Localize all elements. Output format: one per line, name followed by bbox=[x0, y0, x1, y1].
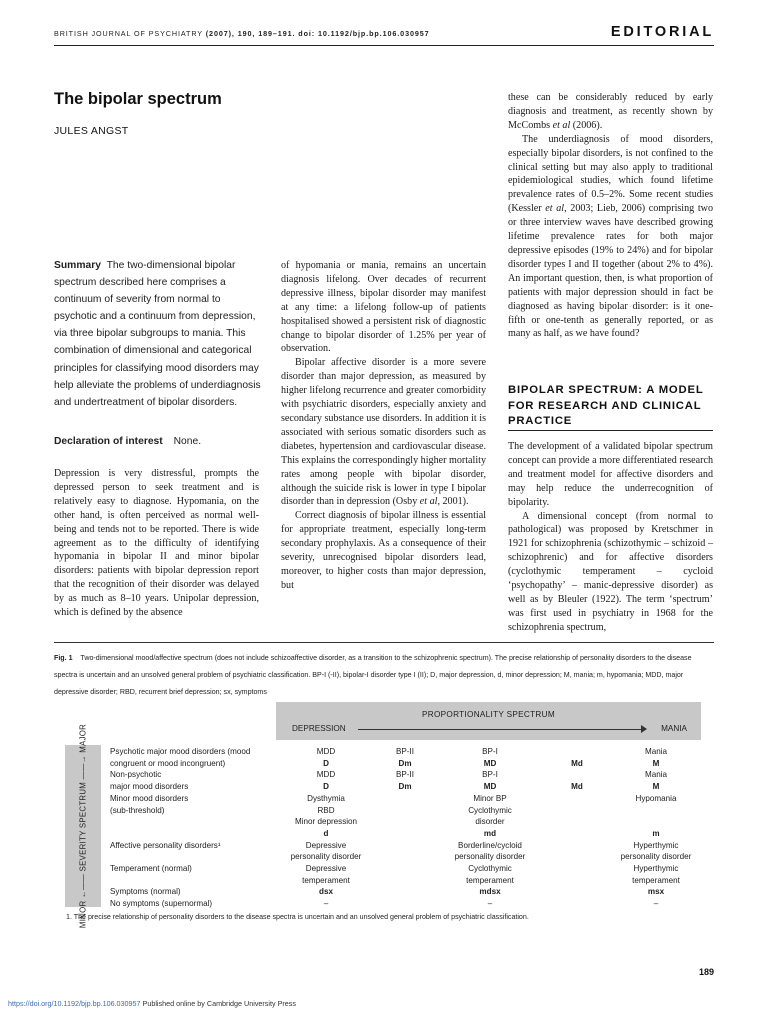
arrow-right-icon bbox=[641, 725, 647, 733]
figure-row bbox=[0, 828, 768, 839]
figure-cell-bp2: Dm bbox=[398, 758, 412, 768]
figure-cell-dep: Depressive bbox=[305, 864, 347, 873]
body-column-1 bbox=[54, 467, 259, 620]
figure-row bbox=[0, 886, 768, 897]
journal-name: BRITISH JOURNAL OF PSYCHIATRY bbox=[54, 29, 203, 38]
figure-row-label: Temperament (normal) bbox=[110, 864, 192, 873]
figure-cell-dep: RBD bbox=[317, 805, 335, 815]
figure-row bbox=[0, 840, 768, 851]
figure-cell-dep: – bbox=[323, 899, 329, 909]
figure-caption-text: Two-dimensional mood/affective spectrum (does not include schizoaffective disorder, as a transition to the schizophrenic spectrum). The precise relationship of personality disorders to the disease spectra is uncertain and an unsolved general problem of psychiatric classification. BP-I (-II), bipolar-I disorder type I (II); D, major depression, d, minor depression; M, mania; m, hypomania; MDD, major depressive disorder; RBD, recurrent brief depression; sx, symptoms bbox=[54, 654, 692, 696]
paragraph: Depression is very distressful, prompts the depressed person to seek treatment and is relatively easy to diagnose. Hypomania, on the other hand, is often perceived as normal well-being and tends not to be reported. There is wide agreement as to the difficulty of identifying hypomania in bipolar II and minor bipolar disorders: patients with bipolar depression report that the recognition of their disorder was delayed by as much as 8–10 years. Unipolar depression, which is defined by the absence bbox=[54, 468, 259, 619]
depression-label: DEPRESSION bbox=[292, 724, 346, 733]
figure-footnote: 1. The precise relationship of personality disorders to the disease spectra is uncertain and an unsolved general problem of psychiatric classification. bbox=[66, 913, 529, 921]
body-column-3-top bbox=[508, 91, 713, 341]
summary-block bbox=[54, 257, 264, 411]
figure-row-label: (sub-threshold) bbox=[110, 805, 165, 815]
figure-label: Fig. 1 bbox=[54, 654, 73, 662]
figure-row-label: Minor mood disorders bbox=[110, 793, 189, 803]
figure-cell-bp1: md bbox=[483, 828, 497, 838]
proportionality-bar bbox=[276, 702, 701, 740]
doi-link[interactable]: https://doi.org/10.1192/bjp.bp.106.030957 bbox=[8, 999, 141, 1008]
figure-cell-bp1: mdsx bbox=[479, 887, 501, 897]
mania-label: MANIA bbox=[661, 724, 687, 733]
figure-cell-bp1: personality disorder bbox=[454, 852, 526, 862]
paragraph: The development of a validated bipolar spectrum concept can provide a more differentiated research and treatment model for affective disorders and may help reduce the underrecognition of bipolarity. bbox=[508, 441, 713, 508]
figure-caption bbox=[54, 650, 714, 701]
proportionality-title: PROPORTIONALITY SPECTRUM bbox=[422, 710, 555, 719]
figure-cell-bp1: Minor BP bbox=[473, 793, 507, 803]
figure-cell-dep: personality disorder bbox=[290, 852, 362, 862]
figure-cell-man: M bbox=[652, 758, 660, 768]
paragraph: of hypomania or mania, remains an uncertain diagnosis lifelong. Over decades of recurrent depressive illness, bipolar disorder may manifest at any time: a lifelong follow-up of patients hospitalised showed a persistent risk of diagnostic change to bipolar disorder of 1.25% per year of observation. bbox=[281, 260, 486, 355]
doi-footer bbox=[8, 999, 296, 1008]
figure-row bbox=[0, 863, 768, 874]
figure-row bbox=[0, 875, 768, 886]
figure-cell-bp1: – bbox=[487, 899, 493, 909]
figure-cell-dep: MDD bbox=[316, 747, 336, 756]
paragraph: The underdiagnosis of mood disorders, especially bipolar disorders, is not confined to the clinical setting but may also apply to traditional epidemiological studies, which found lifetime prevalence rates of 0.5–2%. Some recent studies (Kessler et al, 2003; Lieb, 2006) comprising two or three interview waves have described growing lifetime prevalence rates for both major depressive episodes (19% to 24%) and for bipolar disorder types I and II together (about 2% to 4%). An important question, then, is what proportion of patients with major depression should in fact be diagnosed as having bipolar disorder: is it one-fifth or one-tenth as generally reported, or as many as half, as we have found? bbox=[508, 133, 714, 340]
spectrum-line bbox=[358, 729, 643, 730]
figure-cell-man: Hyperthymic bbox=[633, 864, 679, 873]
figure-cell-man: Hypomania bbox=[635, 793, 677, 803]
figure-cell-bp1: MD bbox=[483, 758, 497, 768]
journal-citation: (2007), 190, 189–191. doi: 10.1192/bjp.bp.106.030957 bbox=[205, 29, 430, 38]
paragraph: Bipolar affective disorder is a more severe disorder than major depression, as measured by higher lifelong recurrence and greater comorbidity with psychiatric disorders, especially anxiety and secondary substance use disorders. In addition it is associated with serious somatic disorders such as diabetes, hypertension and cardiovascular disease. This explains the correspondingly higher mortality rates among people with bipolar disorder, although the suicide risk is lower in type I bipolar disorder than in depression (Osby et al, 2001). bbox=[281, 357, 486, 508]
figure-cell-man: personality disorder bbox=[620, 852, 692, 862]
figure-row-label: Psychotic major mood disorders (mood bbox=[110, 747, 251, 756]
figure-cell-bp1: disorder bbox=[475, 817, 505, 827]
figure-cell-bp1: BP-I bbox=[482, 747, 498, 756]
figure-cell-dep: dsx bbox=[319, 887, 333, 897]
section-heading: BIPOLAR SPECTRUM: A MODEL FOR RESEARCH AND CLINICAL PRACTICE bbox=[508, 384, 704, 428]
figure-row bbox=[0, 746, 768, 757]
figure-cell-man: M bbox=[652, 782, 660, 792]
summary-label: Summary bbox=[54, 260, 101, 271]
figure-cell-bp2: BP-II bbox=[396, 747, 414, 756]
figure-cell-bp1: BP-I bbox=[482, 770, 498, 780]
figure-row bbox=[0, 758, 768, 769]
figure-cell-man: Mania bbox=[644, 770, 668, 780]
figure-cell-bp1: Borderline/cycloid bbox=[458, 840, 522, 850]
figure-row-label: major mood disorders bbox=[110, 782, 189, 792]
declaration-block bbox=[54, 436, 264, 447]
figure-cell-dep: temperament bbox=[302, 875, 350, 885]
figure-row-label: Non-psychotic bbox=[110, 770, 162, 780]
article-author: JULES ANGST bbox=[54, 125, 129, 137]
paragraph: Correct diagnosis of bipolar illness is essential for appropriate treatment, especially long-term secondary prophylaxis. As a consequence of their severity, unrecognised bipolar disorders lead, moreover, to higher costs than major depression, but bbox=[281, 510, 486, 591]
figure-row bbox=[0, 781, 768, 792]
figure-cell-man: msx bbox=[647, 887, 665, 897]
declaration-text: None. bbox=[173, 436, 202, 447]
body-column-3-bottom bbox=[508, 440, 713, 635]
header-divider bbox=[54, 45, 714, 46]
figure-row-label: congruent or mood incongruent) bbox=[110, 758, 226, 768]
figure-cell-dep: MDD bbox=[316, 770, 336, 780]
page-number: 189 bbox=[698, 967, 714, 977]
declaration-label: Declaration of interest bbox=[54, 436, 163, 447]
journal-header bbox=[54, 29, 430, 38]
section-divider bbox=[508, 430, 713, 431]
figure-cell-md: Md bbox=[571, 782, 583, 792]
figure-cell-man: Mania bbox=[644, 747, 668, 756]
published-note: Published online by Cambridge University Press bbox=[142, 999, 296, 1008]
figure-cell-md: Md bbox=[571, 758, 583, 768]
figure-cell-dep: Dysthymia bbox=[307, 793, 345, 803]
figure-row bbox=[0, 793, 768, 804]
severity-label: MINOR ←—— SEVERITY SPECTRUM ——→ MAJOR bbox=[78, 723, 88, 929]
figure-row bbox=[0, 898, 768, 909]
section-label: EDITORIAL bbox=[610, 24, 714, 40]
figure-cell-bp1: Cyclothymic bbox=[468, 864, 512, 873]
figure-row-label: Affective personality disorders¹ bbox=[110, 840, 221, 850]
figure-row bbox=[0, 816, 768, 827]
paragraph: A dimensional concept (from normal to pathological) was proposed by Kretschmer in 1921 for schizophrenia (schizothymic – schizoid – schizophrenic) and for affective disorders (cyclothymic temperament – cycloid ‘psychopathy’ – manic-depressive disorder) as well as by Bleuler (1922). The term ‘spectrum’ was first used in psychiatry in 1968 for the schizophrenia spectrum, bbox=[508, 510, 713, 633]
figure-cell-dep: D bbox=[323, 758, 329, 768]
figure-cell-man: temperament bbox=[632, 875, 680, 885]
figure-divider bbox=[54, 642, 714, 643]
figure-row-label: Symptoms (normal) bbox=[110, 887, 181, 897]
figure-cell-bp1: Cyclothymic bbox=[468, 805, 512, 815]
figure-row-label: No symptoms (supernormal) bbox=[110, 899, 213, 909]
figure-cell-bp2: BP-II bbox=[396, 770, 414, 780]
figure-cell-dep: d bbox=[323, 828, 329, 838]
summary-text: The two-dimensional bipolar spectrum described here comprises a continuum of severity from normal to psychotic and a continuum from depression, via three bipolar subgroups to mania. This combination of dimensional and categorical principles for classifying mood disorders may help alleviate the problems of underdiagnosis and undertreatment of bipolar disorders. bbox=[54, 260, 261, 408]
figure-row bbox=[0, 851, 768, 862]
paragraph: these can be considerably reduced by early diagnosis and treatment, as recently shown by McCombs et al (2006). bbox=[508, 92, 713, 131]
figure-cell-dep: Minor depression bbox=[294, 817, 358, 827]
figure-cell-dep: Depressive bbox=[305, 840, 347, 850]
figure-cell-bp1: temperament bbox=[466, 875, 514, 885]
figure-cell-bp2: Dm bbox=[398, 782, 412, 792]
article-title: The bipolar spectrum bbox=[54, 90, 222, 108]
figure-cell-dep: D bbox=[323, 782, 329, 792]
figure-cell-bp1: MD bbox=[483, 782, 497, 792]
figure-cell-man: Hyperthymic bbox=[633, 840, 679, 850]
figure-row bbox=[0, 805, 768, 816]
figure-cell-man: – bbox=[653, 899, 659, 909]
figure-cell-man: m bbox=[652, 828, 660, 838]
body-column-2 bbox=[281, 259, 486, 593]
figure-row bbox=[0, 769, 768, 780]
